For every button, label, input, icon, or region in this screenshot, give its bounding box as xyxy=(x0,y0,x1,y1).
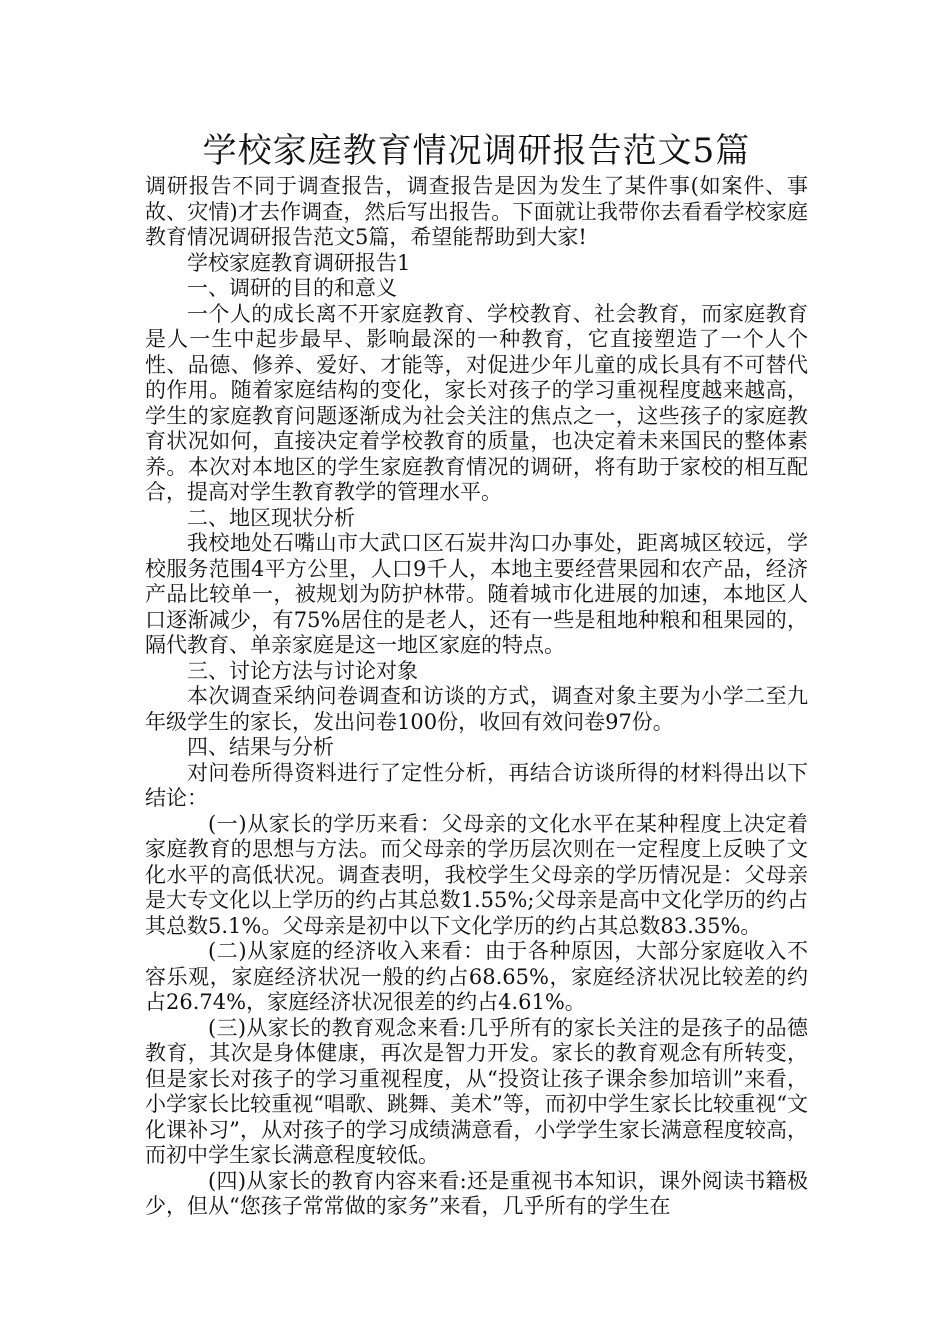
finding-income: (二)从家庭的经济收入来看：由于各种原因，大部分家庭收入不容乐观，家庭经济状况一般的约占68.65%，家庭经济状况比较差的约占26.74%，家庭经济状况很差的约占4.61%。 xyxy=(145,939,808,1014)
finding-education-concept: (三)从家长的教育观念来看:几乎所有的家长关注的是孩子的品德教育，其次是身体健康，再次是智力开发。家长的教育观念有所转变，但是家长对孩子的学习重视程度，从“投资让孩子课余参加培训”来看，小学家长比较重视“唱歌、跳舞、美术”等，而初中学生家长比较重视“文化课补习”，从对孩子的学习成绩满意看，小学学生家长满意程度较高，而初中学生家长满意程度较低。 xyxy=(145,1015,808,1167)
report-title: 学校家庭教育调研报告1 xyxy=(187,250,411,275)
section-paragraph-region: 我校地处石嘴山市大武口区石炭井沟口办事处，距离城区较远，学校服务范围4平方公里，人口9千人，本地主要经营果园和农产品，经济产品比较单一，被规划为防护林带。随着城市化进展的加速，本地区人口逐渐减少，有75%居住的是老人，还有一些是租地种粮和租果园的，隔代教育、单亲家庭是这一地区家庭的特点。 xyxy=(145,531,808,657)
intro-paragraph: 调研报告不同于调查报告，调查报告是因为发生了某件事(如案件、事故、灾情)才去作调查，然后写出报告。下面就让我带你去看看学校家庭教育情况调研报告范文5篇，希望能帮助到大家! xyxy=(145,174,808,249)
section-heading-purpose: 一、调研的目的和意义 xyxy=(187,276,397,300)
section-heading-region: 二、地区现状分析 xyxy=(187,505,355,530)
document-title: 学校家庭教育情况调研报告范文5篇 xyxy=(202,131,751,171)
finding-education-level: (一)从家长的学历来看：父母亲的文化水平在某种程度上决定着家庭教育的思想与方法。而父母亲的学历层次则在一定程度上反映了文化水平的高低状况。调查表明，我校学生父母亲的学历情况是：父母亲是大专文化以上学历的约占其总数1.55%;父母亲是高中文化学历的约占其总数5.1%。父母亲是初中以下文化学历的约占其总数83.35%。 xyxy=(145,811,808,938)
section-heading-results: 四、结果与分析 xyxy=(187,735,334,759)
section-heading-method: 三、讨论方法与讨论对象 xyxy=(187,658,418,683)
section-paragraph-purpose: 一个人的成长离不开家庭教育、学校教育、社会教育，而家庭教育是人一生中起步最早、影响最深的一种教育，它直接塑造了一个人个性、品德、修养、爱好、才能等，对促进少年儿童的成长具有不可替代的作用。随着家庭结构的变化，家长对孩子的学习重视程度越来越高，学生的家庭教育问题逐渐成为社会关注的焦点之一，这些孩子的家庭教育状况如何，直接决定着学校教育的质量，也决定着未来国民的整体素养。本次对本地区的学生家庭教育情况的调研，将有助于家校的相互配合，提高对学生教育教学的管理水平。 xyxy=(145,301,808,504)
finding-education-content: (四)从家长的教育内容来看:还是重视书本知识，课外阅读书籍极少，但从“您孩子常常做的家务”来看，几乎所有的学生在 xyxy=(145,1168,808,1218)
document-page xyxy=(145,128,808,1220)
section-paragraph-results: 对问卷所得资料进行了定性分析，再结合访谈所得的材料得出以下结论： xyxy=(145,760,808,810)
section-paragraph-method: 本次调查采纳问卷调查和访谈的方式，调查对象主要为小学二至九年级学生的家长，发出问卷100份，收回有效问卷97份。 xyxy=(145,684,808,734)
